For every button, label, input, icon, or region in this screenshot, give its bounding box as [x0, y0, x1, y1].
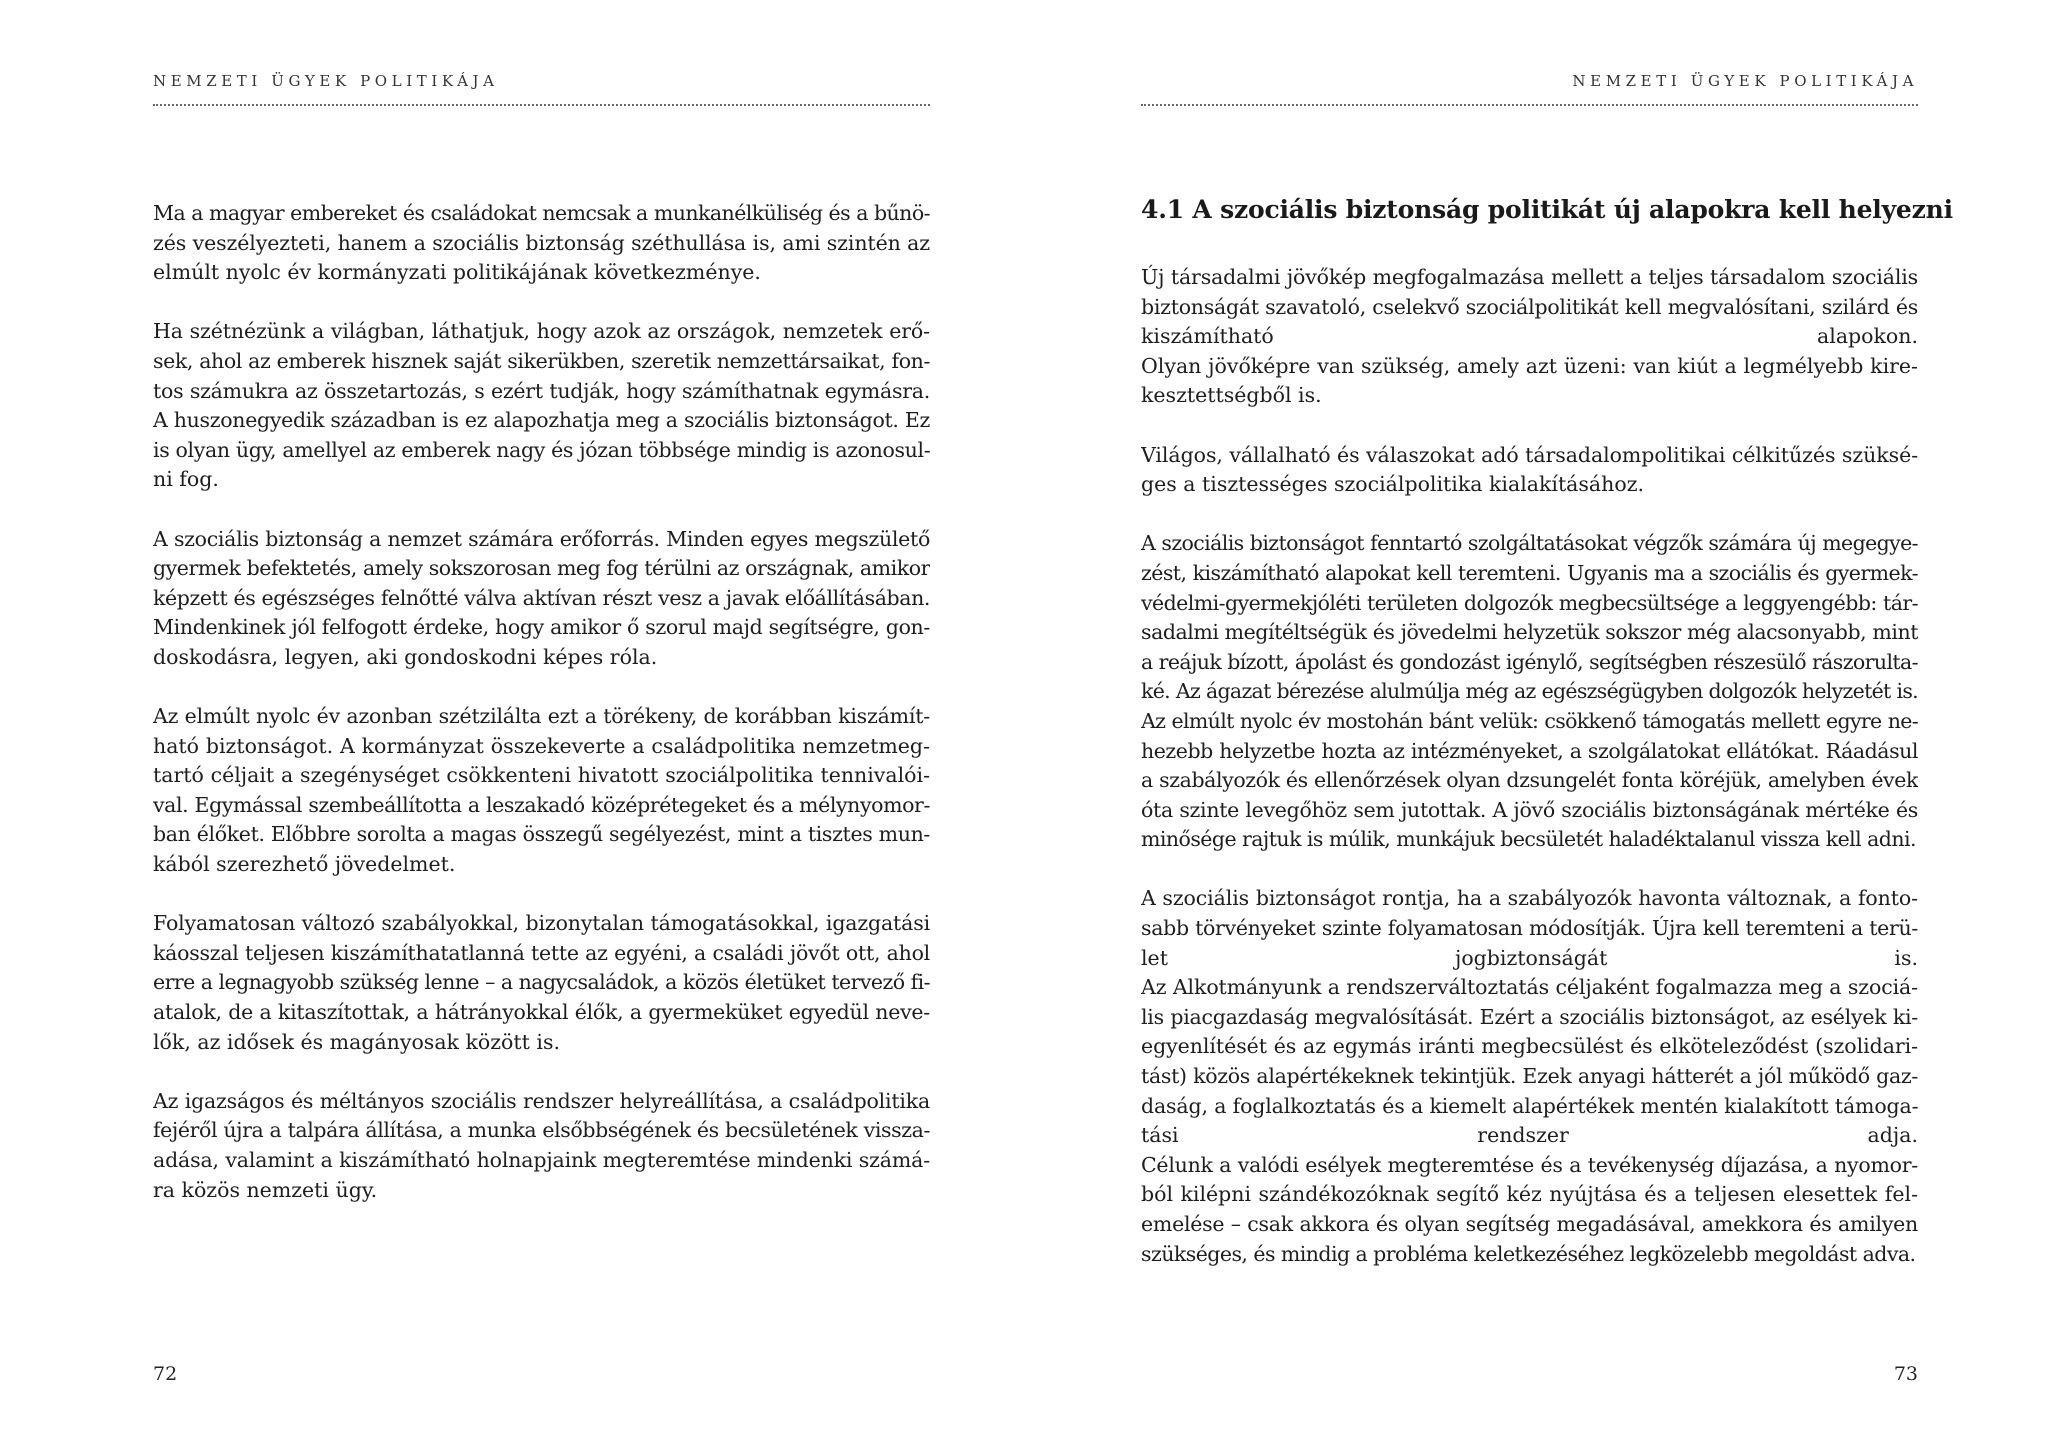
text-line: minősége rajtuk is múlik, munkájuk becsületét haladéktalanul vissza kell adni.: [1141, 827, 1916, 852]
text-line: ból kilépni szándékozóknak segítő kéz nyújtása és a teljesen elesettek fel-: [1141, 1182, 1918, 1207]
text-line: daság, a foglalkoztatás és a kiemelt alapértékek mentén kialakított támoga-: [1141, 1093, 1918, 1118]
paragraph: [153, 1087, 930, 1205]
header-dotted-rule: [153, 104, 930, 106]
header-dotted-rule: [1141, 104, 1918, 106]
text-line: óta szinte levegőhöz sem jutottak. A jövő szociális biztonságának mértéke és: [1141, 797, 1918, 822]
text-line: Az elmúlt nyolc év azonban szétzilálta ezt a törékeny, de korábban kiszámít-: [153, 704, 930, 729]
text-line: képzett és egészséges felnőtté válva aktívan részt vesz a javak előállításában.: [153, 585, 930, 610]
left-page: [153, 0, 930, 1454]
text-line: tást) közös alapértékeknek tekintjük. Ezek anyagi hátterét a jól működő gaz-: [1141, 1064, 1918, 1089]
text-line: sadalmi megítéltségük és jövedelmi helyzetük sokszor még alacsonyabb, mint: [1141, 620, 1918, 645]
text-line: let jogbiztonságát is.: [1141, 945, 1918, 970]
body-text: [153, 199, 930, 1235]
text-line: A szociális biztonság a nemzet számára erőforrás. Minden egyes megszülető: [153, 526, 930, 551]
text-line: ké. Az ágazat bérezése alulmúlja még az egészségügyben dolgozók helyzetét is.: [1141, 679, 1918, 704]
text-line: ni fog.: [153, 467, 219, 492]
text-line: ban élőket. Előbbre sorolta a magas összegű segélyezést, mint a tisztes mun-: [153, 822, 930, 847]
text-line: zést, kiszámítható alapokat kell teremteni. Ugyanis ma a szociális és gyermek-: [1141, 560, 1918, 585]
text-line: a szabályozók és ellenőrzések olyan dzsungelét fonta köréjük, amelyben évek: [1141, 768, 1918, 793]
text-line: Célunk a valódi esélyek megteremtése és a tevékenység díjazása, a nyomor-: [1141, 1152, 1918, 1177]
text-line: Az igazságos és méltányos szociális rendszer helyreállítása, a családpolitika: [153, 1088, 930, 1113]
text-line: ges a tisztességes szociálpolitika kialakításához.: [1141, 472, 1645, 497]
text-line: lis piacgazdaság megvalósítását. Ezért a szociális biztonságot, az esélyek ki-: [1141, 1004, 1918, 1029]
text-line: Ha szétnézünk a világban, láthatjuk, hogy azok az országok, nemzetek erő-: [153, 319, 930, 344]
text-line: elmúlt nyolc év kormányzati politikájának következménye.: [153, 260, 761, 285]
text-line: atalok, de a kitaszítottak, a hátrányokkal élők, a gyermeküket egyedül neve-: [153, 1000, 930, 1025]
text-line: ható biztonságot. A kormányzat összekeverte a családpolitika nemzetmeg-: [153, 733, 930, 758]
text-line: sabb törvényeket szinte folyamatosan módosítják. Újra kell teremteni a terü-: [1141, 916, 1918, 941]
text-line: Olyan jövőképre van szükség, amely azt üzeni: van kiút a legmélyebb kire-: [1141, 353, 1918, 378]
text-line: val. Egymással szembeállította a leszakadó középrétegeket és a mélynyomor-: [153, 792, 930, 817]
text-line: védelmi-gyermekjóléti területen dolgozók megbecsültsége a leggyengébb: tár-: [1141, 590, 1918, 615]
text-line: szükséges, és mindig a probléma keletkezéséhez legközelebb megoldást adva.: [1141, 1241, 1916, 1266]
body-text: [1141, 263, 1918, 1299]
text-line: tartó céljait a szegénységet csökkenteni hivatott szociálpolitika tennivalói-: [153, 763, 930, 788]
text-line: kából szerezhető jövedelmet.: [153, 852, 456, 877]
text-line: sek, ahol az emberek hisznek saját sikerükben, szeretik nemzettársaikat, fon-: [153, 348, 930, 373]
text-line: A szociális biztonságot fenntartó szolgáltatásokat végzők számára új megegye-: [1141, 531, 1918, 556]
text-line: kiszámítható alapokon.: [1141, 324, 1918, 349]
text-line: tos számukra az összetartozás, s ezért tudják, hogy számíthatnak egymásra.: [153, 378, 930, 403]
page-number: 72: [153, 1363, 178, 1385]
text-line: ra közös nemzeti ügy.: [153, 1177, 378, 1202]
text-line: egyenlítését és az egymás iránti megbecsülést és elköteleződést (szolidari-: [1141, 1034, 1918, 1059]
paragraph: [153, 317, 930, 495]
text-line: zés veszélyezteti, hanem a szociális biztonság széthullása is, ami szintén az: [153, 230, 930, 255]
paragraph: [1141, 441, 1918, 500]
paragraph: [1141, 529, 1918, 855]
text-line: Az elmúlt nyolc év mostohán bánt velük: csökkenő támogatás mellett egyre ne-: [1141, 708, 1918, 733]
paragraph: [153, 702, 930, 880]
page-number: 73: [1893, 1363, 1918, 1385]
text-line: Mindenkinek jól felfogott érdeke, hogy amikor ő szorul majd segítségre, gon-: [153, 615, 930, 640]
text-line: Új társadalmi jövőkép megfogalmazása mellett a teljes társadalom szociális: [1141, 265, 1918, 289]
text-line: emelése – csak akkora és olyan segítség megadásával, amekkora és amilyen: [1141, 1212, 1918, 1236]
text-line: Folyamatosan változó szabályokkal, bizonytalan támogatásokkal, igazgatási: [153, 911, 930, 936]
text-line: fejéről újra a talpára állítása, a munka elsőbbségének és becsületének vissza-: [153, 1118, 930, 1143]
text-line: tási rendszer adja.: [1141, 1123, 1918, 1148]
paragraph: [153, 199, 930, 288]
text-line: kesztettségből is.: [1141, 383, 1322, 408]
text-line: gyermek befektetés, amely sokszorosan meg fog térülni az országnak, amikor: [153, 556, 930, 581]
text-line: adása, valamint a kiszámítható holnapjaink megteremtése mindenki számá-: [153, 1148, 930, 1172]
paragraph: [1141, 884, 1918, 1269]
text-line: lők, az idősek és magányosak között is.: [153, 1029, 560, 1054]
paragraph: [153, 525, 930, 673]
text-line: Világos, vállalható és válaszokat adó társadalompolitikai célkitűzés szüksé-: [1141, 442, 1918, 467]
text-line: A szociális biztonságot rontja, ha a szabályozók havonta változnak, a fonto-: [1141, 886, 1918, 911]
text-line: doskodásra, legyen, aki gondoskodni képes róla.: [153, 644, 658, 669]
running-head: NEMZETI ÜGYEK POLITIKÁJA: [153, 72, 499, 90]
running-head: NEMZETI ÜGYEK POLITIKÁJA: [1572, 72, 1918, 90]
text-line: hezebb helyzetbe hozta az intézményeket, a szolgálatokat ellátókat. Ráadásul: [1141, 738, 1918, 763]
text-line: Ma a magyar embereket és családokat nemcsak a munkanélküliség és a bűnö-: [153, 201, 930, 225]
text-line: is olyan ügy, amellyel az emberek nagy és józan többsége mindig is azonosul-: [153, 437, 930, 462]
paragraph: [153, 909, 930, 1057]
paragraph: [1141, 263, 1918, 411]
section-title: 4.1 A szociális biztonság politikát új alapokra kell helyezni: [1141, 195, 1953, 224]
text-line: a reájuk bízott, ápolást és gondozást igénylő, segítségben részesülő rászorulta-: [1141, 649, 1918, 674]
text-line: erre a legnagyobb szükség lenne – a nagycsaládok, a közös életüket tervező fi-: [153, 970, 930, 995]
text-line: káosszal teljesen kiszámíthatatlanná tette az egyéni, a családi jövőt ott, ahol: [153, 940, 930, 965]
text-line: biztonságát szavatoló, cselekvő szociálpolitikát kell megvalósítani, szilárd és: [1141, 294, 1918, 319]
text-line: A huszonegyedik században is ez alapozhatja meg a szociális biztonságot. Ez: [153, 408, 930, 433]
text-line: Az Alkotmányunk a rendszerváltoztatás céljaként fogalmazza meg a szociá-: [1141, 975, 1918, 1000]
right-page: [1141, 0, 1953, 1454]
